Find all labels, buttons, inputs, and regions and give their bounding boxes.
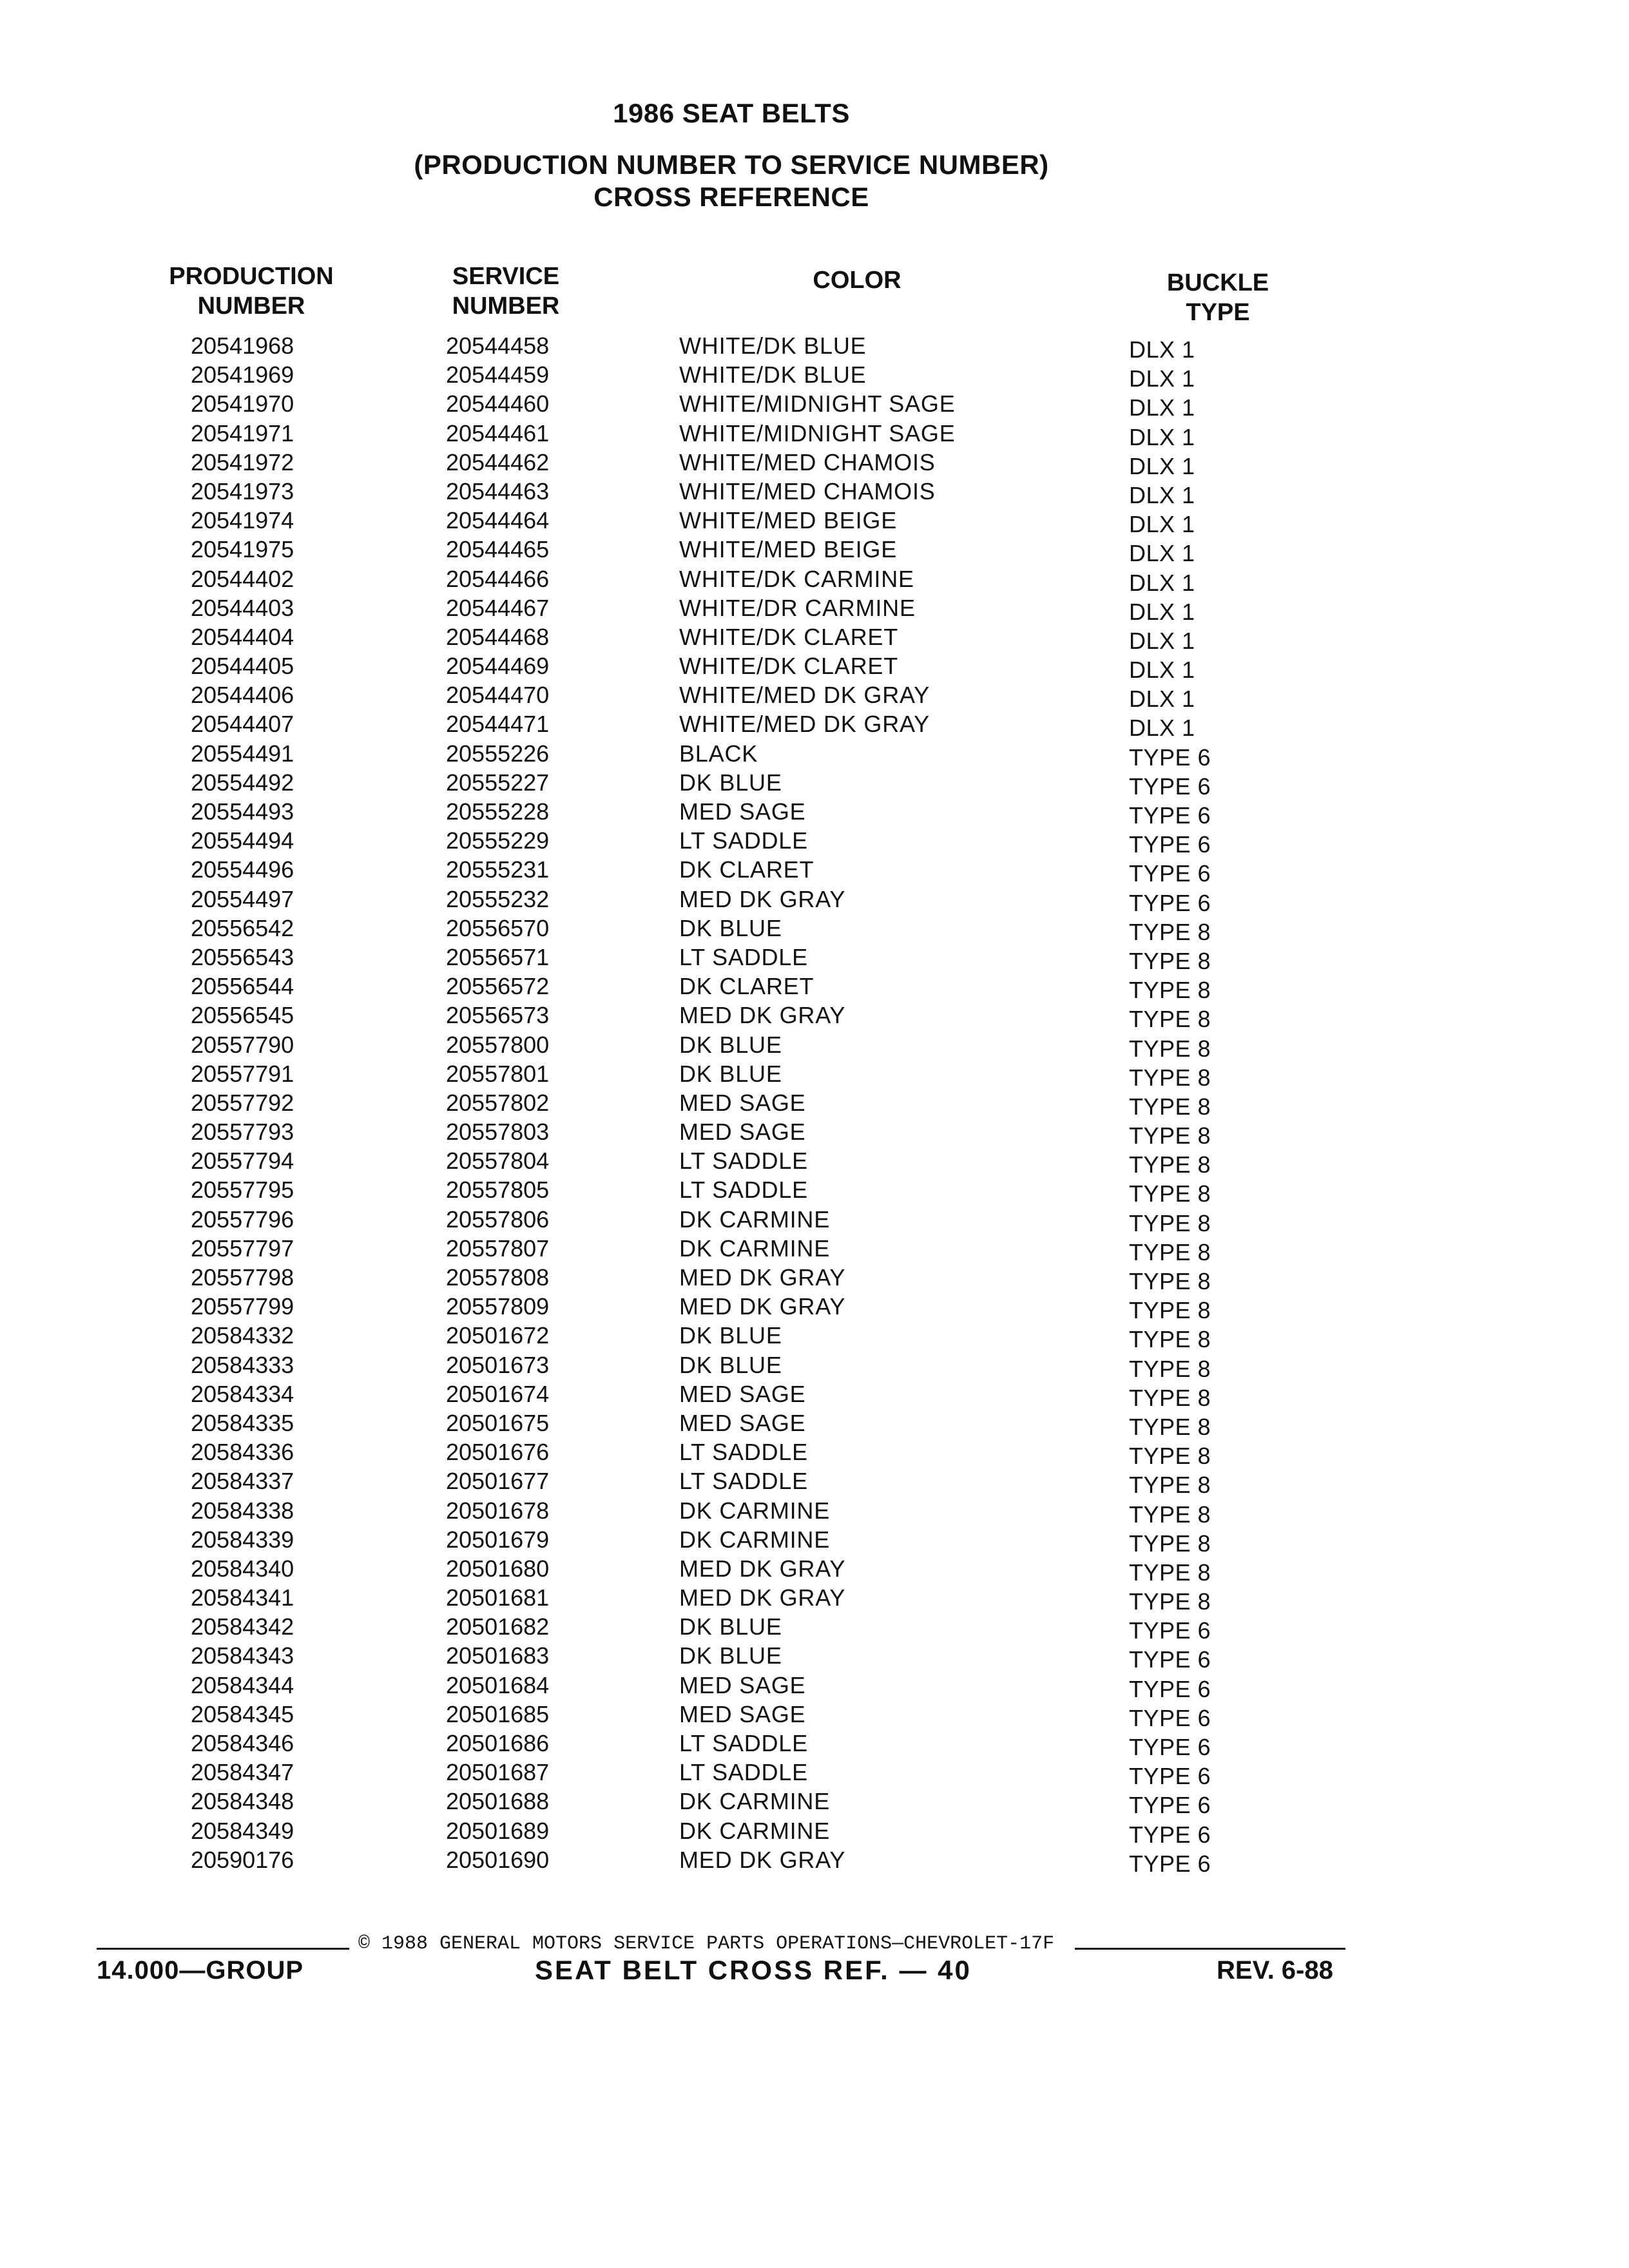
buckle-type-cell: DLX 1 bbox=[1129, 715, 1195, 742]
production-number-cell: 20557795 bbox=[191, 1177, 294, 1204]
color-cell: DK CARMINE bbox=[679, 1235, 831, 1262]
production-number-cell: 20544405 bbox=[191, 653, 294, 680]
column-header-line: NUMBER bbox=[197, 293, 305, 320]
service-number-cell: 20557802 bbox=[446, 1089, 550, 1116]
color-cell: LT SADDLE bbox=[679, 827, 808, 854]
production-number-cell: 20541974 bbox=[191, 507, 294, 534]
color-cell: MED SAGE bbox=[679, 1089, 806, 1116]
production-number-cell: 20554492 bbox=[191, 769, 294, 796]
production-number-cell: 20584338 bbox=[191, 1497, 294, 1524]
buckle-type-cell: DLX 1 bbox=[1129, 627, 1195, 654]
buckle-type-cell: TYPE 8 bbox=[1129, 1413, 1211, 1440]
color-cell: DK CARMINE bbox=[679, 1526, 831, 1553]
service-number-cell: 20557805 bbox=[446, 1177, 550, 1204]
buckle-type-cell: TYPE 8 bbox=[1129, 1501, 1211, 1528]
color-cell: DK BLUE bbox=[679, 1613, 782, 1640]
buckle-type-cell: TYPE 6 bbox=[1129, 773, 1211, 800]
buckle-type-cell: TYPE 8 bbox=[1129, 1268, 1211, 1294]
color-cell: DK BLUE bbox=[679, 1060, 782, 1087]
buckle-type-cell: TYPE 6 bbox=[1129, 1821, 1211, 1848]
production-number-cell: 20541968 bbox=[191, 332, 294, 359]
cross-reference-table bbox=[0, 331, 1629, 1877]
column-header-line: TYPE bbox=[1186, 299, 1250, 326]
table-row bbox=[0, 477, 1629, 506]
copyright-notice: © 1988 GENERAL MOTORS SERVICE PARTS OPERATIONS—CHEVROLET-17F bbox=[358, 1933, 1055, 1955]
production-number-cell: 20557790 bbox=[191, 1031, 294, 1058]
table-row bbox=[0, 1001, 1629, 1033]
table-row bbox=[0, 419, 1629, 448]
color-cell: WHITE/DK BLUE bbox=[679, 361, 867, 389]
production-number-cell: 20556543 bbox=[191, 943, 294, 970]
service-number-cell: 20557804 bbox=[446, 1148, 550, 1175]
table-row bbox=[0, 1816, 1629, 1848]
table-row bbox=[0, 1496, 1629, 1528]
service-number-cell: 20555228 bbox=[446, 798, 550, 825]
buckle-type-cell: DLX 1 bbox=[1129, 423, 1195, 450]
buckle-type-cell: TYPE 8 bbox=[1129, 1355, 1211, 1382]
color-cell: WHITE/MED DK GRAY bbox=[679, 711, 930, 738]
service-number-cell: 20501688 bbox=[446, 1788, 550, 1815]
service-number-cell: 20555229 bbox=[446, 827, 550, 854]
production-number-cell: 20554497 bbox=[191, 885, 294, 912]
buckle-type-cell: TYPE 8 bbox=[1129, 918, 1211, 945]
buckle-type-cell: TYPE 6 bbox=[1129, 744, 1211, 771]
table-row bbox=[0, 622, 1629, 654]
color-cell: DK CARMINE bbox=[679, 1497, 831, 1524]
buckle-type-cell: TYPE 8 bbox=[1129, 1209, 1211, 1236]
service-number-cell: 20557806 bbox=[446, 1206, 550, 1233]
production-number-cell: 20554494 bbox=[191, 827, 294, 854]
color-cell: LT SADDLE bbox=[679, 1759, 808, 1786]
production-number-cell: 20557798 bbox=[191, 1264, 294, 1291]
color-cell: WHITE/DK CARMINE bbox=[679, 565, 914, 592]
production-number-cell: 20541972 bbox=[191, 448, 294, 476]
color-cell: LT SADDLE bbox=[679, 1468, 808, 1495]
production-number-cell: 20556542 bbox=[191, 914, 294, 941]
footer-rule-left bbox=[97, 1948, 349, 1950]
color-cell: DK BLUE bbox=[679, 1351, 782, 1378]
color-cell: DK CLARET bbox=[679, 973, 815, 1000]
table-row bbox=[0, 1758, 1629, 1790]
color-cell: WHITE/MED DK GRAY bbox=[679, 682, 930, 709]
service-number-cell: 20501680 bbox=[446, 1555, 550, 1582]
color-cell: DK BLUE bbox=[679, 769, 782, 796]
color-cell: WHITE/DR CARMINE bbox=[679, 594, 916, 621]
page-subtitle-2: CROSS REFERENCE bbox=[593, 182, 869, 212]
color-cell: MED SAGE bbox=[679, 798, 806, 825]
service-number-cell: 20501681 bbox=[446, 1584, 550, 1611]
service-number-cell: 20556570 bbox=[446, 914, 550, 941]
table-row bbox=[0, 1030, 1629, 1062]
color-cell: WHITE/MED BEIGE bbox=[679, 507, 898, 534]
color-cell: MED DK GRAY bbox=[679, 1584, 846, 1611]
buckle-type-cell: TYPE 8 bbox=[1129, 1238, 1211, 1265]
buckle-type-cell: DLX 1 bbox=[1129, 686, 1195, 713]
table-row bbox=[0, 855, 1629, 887]
color-cell: WHITE/MED BEIGE bbox=[679, 536, 898, 563]
buckle-type-cell: DLX 1 bbox=[1129, 365, 1195, 392]
buckle-type-cell: TYPE 8 bbox=[1129, 1064, 1211, 1091]
buckle-type-cell: DLX 1 bbox=[1129, 481, 1195, 508]
buckle-type-cell: TYPE 6 bbox=[1129, 1675, 1211, 1702]
buckle-type-cell: TYPE 8 bbox=[1129, 947, 1211, 974]
buckle-type-cell: TYPE 6 bbox=[1129, 1792, 1211, 1819]
table-row bbox=[0, 1729, 1629, 1758]
service-number-cell: 20544471 bbox=[446, 711, 550, 738]
buckle-type-cell: TYPE 8 bbox=[1129, 1006, 1211, 1033]
service-number-cell: 20556572 bbox=[446, 973, 550, 1000]
buckle-type-cell: TYPE 8 bbox=[1129, 1472, 1211, 1499]
service-number-cell: 20544467 bbox=[446, 594, 550, 621]
table-row bbox=[0, 826, 1629, 858]
service-number-cell: 20501687 bbox=[446, 1759, 550, 1786]
column-header-color bbox=[760, 265, 954, 295]
service-number-cell: 20555226 bbox=[446, 740, 550, 767]
column-header-buckle-type bbox=[1121, 268, 1315, 327]
buckle-type-cell: DLX 1 bbox=[1129, 394, 1195, 421]
production-number-cell: 20584342 bbox=[191, 1613, 294, 1640]
production-number-cell: 20584346 bbox=[191, 1730, 294, 1756]
production-number-cell: 20541970 bbox=[191, 390, 294, 418]
table-row bbox=[0, 1292, 1629, 1324]
service-number-cell: 20557800 bbox=[446, 1031, 550, 1058]
service-number-cell: 20544459 bbox=[446, 361, 550, 389]
production-number-cell: 20584341 bbox=[191, 1584, 294, 1611]
color-cell: WHITE/DK CLARET bbox=[679, 653, 899, 680]
color-cell: DK CLARET bbox=[679, 856, 815, 883]
production-number-cell: 20557794 bbox=[191, 1148, 294, 1175]
table-row bbox=[0, 768, 1629, 800]
service-number-cell: 20501675 bbox=[446, 1409, 550, 1436]
buckle-type-cell: DLX 1 bbox=[1129, 598, 1195, 625]
table-row bbox=[0, 1117, 1629, 1149]
production-number-cell: 20584339 bbox=[191, 1526, 294, 1553]
table-row bbox=[0, 1525, 1629, 1557]
table-row bbox=[0, 1088, 1629, 1120]
buckle-type-cell: TYPE 8 bbox=[1129, 1326, 1211, 1353]
table-row bbox=[0, 593, 1629, 625]
buckle-type-cell: TYPE 6 bbox=[1129, 831, 1211, 858]
buckle-type-cell: TYPE 8 bbox=[1129, 977, 1211, 1004]
table-row bbox=[0, 943, 1629, 972]
color-cell: MED DK GRAY bbox=[679, 885, 846, 912]
table-row bbox=[0, 651, 1629, 684]
service-number-cell: 20544466 bbox=[446, 565, 550, 592]
color-cell: DK CARMINE bbox=[679, 1206, 831, 1233]
production-number-cell: 20541969 bbox=[191, 361, 294, 389]
buckle-type-cell: TYPE 8 bbox=[1129, 1530, 1211, 1557]
production-number-cell: 20584348 bbox=[191, 1788, 294, 1815]
production-number-cell: 20554491 bbox=[191, 740, 294, 767]
service-number-cell: 20501673 bbox=[446, 1351, 550, 1378]
table-row bbox=[0, 1641, 1629, 1673]
table-row bbox=[0, 535, 1629, 567]
color-cell: WHITE/DK CLARET bbox=[679, 623, 899, 650]
service-number-cell: 20544458 bbox=[446, 332, 550, 359]
production-number-cell: 20557796 bbox=[191, 1206, 294, 1233]
buckle-type-cell: TYPE 6 bbox=[1129, 1763, 1211, 1790]
service-number-cell: 20544469 bbox=[446, 653, 550, 680]
service-number-cell: 20557801 bbox=[446, 1060, 550, 1087]
table-row bbox=[0, 1845, 1629, 1877]
buckle-type-cell: TYPE 8 bbox=[1129, 1384, 1211, 1411]
production-number-cell: 20584336 bbox=[191, 1439, 294, 1466]
service-number-cell: 20544470 bbox=[446, 682, 550, 709]
color-cell: LT SADDLE bbox=[679, 1177, 808, 1204]
production-number-cell: 20584332 bbox=[191, 1322, 294, 1349]
table-row bbox=[0, 1437, 1629, 1470]
color-cell: LT SADDLE bbox=[679, 1148, 808, 1175]
buckle-type-cell: TYPE 6 bbox=[1129, 889, 1211, 916]
color-cell: WHITE/DK BLUE bbox=[679, 332, 867, 359]
buckle-type-cell: TYPE 8 bbox=[1129, 1122, 1211, 1149]
table-row bbox=[0, 1700, 1629, 1729]
service-number-cell: 20557808 bbox=[446, 1264, 550, 1291]
service-number-cell: 20501678 bbox=[446, 1497, 550, 1524]
production-number-cell: 20557793 bbox=[191, 1119, 294, 1146]
color-cell: DK BLUE bbox=[679, 1322, 782, 1349]
buckle-type-cell: TYPE 8 bbox=[1129, 1297, 1211, 1324]
service-number-cell: 20557809 bbox=[446, 1293, 550, 1320]
buckle-type-cell: DLX 1 bbox=[1129, 511, 1195, 538]
color-cell: LT SADDLE bbox=[679, 1439, 808, 1466]
service-number-cell: 20555232 bbox=[446, 885, 550, 912]
buckle-type-cell: DLX 1 bbox=[1129, 657, 1195, 684]
buckle-type-cell: TYPE 8 bbox=[1129, 1180, 1211, 1207]
production-number-cell: 20590176 bbox=[191, 1846, 294, 1873]
page-subtitle: (PRODUCTION NUMBER TO SERVICE NUMBER) bbox=[414, 149, 1049, 180]
buckle-type-cell: TYPE 6 bbox=[1129, 1646, 1211, 1673]
production-number-cell: 20544406 bbox=[191, 682, 294, 709]
table-row bbox=[0, 797, 1629, 829]
table-row bbox=[0, 709, 1629, 742]
column-header-line: SERVICE bbox=[452, 263, 560, 290]
service-number-cell: 20501690 bbox=[446, 1846, 550, 1873]
color-cell: WHITE/MIDNIGHT SAGE bbox=[679, 390, 956, 418]
production-number-cell: 20584344 bbox=[191, 1671, 294, 1698]
service-number-cell: 20501682 bbox=[446, 1613, 550, 1640]
production-number-cell: 20584349 bbox=[191, 1817, 294, 1844]
service-number-cell: 20501689 bbox=[446, 1817, 550, 1844]
color-cell: MED DK GRAY bbox=[679, 1264, 846, 1291]
buckle-type-cell: TYPE 6 bbox=[1129, 802, 1211, 829]
color-cell: MED SAGE bbox=[679, 1700, 806, 1727]
production-number-cell: 20541975 bbox=[191, 536, 294, 563]
table-row bbox=[0, 739, 1629, 771]
production-number-cell: 20584345 bbox=[191, 1700, 294, 1727]
production-number-cell: 20584337 bbox=[191, 1468, 294, 1495]
buckle-type-cell: TYPE 6 bbox=[1129, 1617, 1211, 1644]
production-number-cell: 20544403 bbox=[191, 594, 294, 621]
column-header-line: COLOR bbox=[813, 267, 901, 294]
table-row bbox=[0, 914, 1629, 943]
color-cell: DK CARMINE bbox=[679, 1817, 831, 1844]
production-number-cell: 20584333 bbox=[191, 1351, 294, 1378]
table-row bbox=[0, 1787, 1629, 1819]
service-number-cell: 20501677 bbox=[446, 1468, 550, 1495]
production-number-cell: 20554496 bbox=[191, 856, 294, 883]
buckle-type-cell: TYPE 6 bbox=[1129, 1704, 1211, 1731]
column-header-service-number bbox=[412, 262, 599, 321]
service-number-cell: 20501679 bbox=[446, 1526, 550, 1553]
table-row bbox=[0, 389, 1629, 421]
table-row bbox=[0, 1612, 1629, 1644]
buckle-type-cell: TYPE 8 bbox=[1129, 1151, 1211, 1178]
color-cell: MED DK GRAY bbox=[679, 1846, 846, 1873]
service-number-cell: 20501672 bbox=[446, 1322, 550, 1349]
service-number-cell: 20555231 bbox=[446, 856, 550, 883]
revision-label: REV. 6-88 bbox=[1217, 1956, 1333, 1984]
table-row bbox=[0, 680, 1629, 713]
production-number-cell: 20584347 bbox=[191, 1759, 294, 1786]
group-number: 14.000—GROUP bbox=[97, 1956, 304, 1984]
buckle-type-cell: TYPE 8 bbox=[1129, 1588, 1211, 1615]
service-number-cell: 20556571 bbox=[446, 943, 550, 970]
service-number-cell: 20501674 bbox=[446, 1380, 550, 1407]
service-number-cell: 20557807 bbox=[446, 1235, 550, 1262]
service-number-cell: 20501686 bbox=[446, 1730, 550, 1756]
production-number-cell: 20584334 bbox=[191, 1380, 294, 1407]
production-number-cell: 20557797 bbox=[191, 1235, 294, 1262]
service-number-cell: 20501684 bbox=[446, 1671, 550, 1698]
service-number-cell: 20544461 bbox=[446, 419, 550, 447]
color-cell: MED SAGE bbox=[679, 1380, 806, 1407]
color-cell: BLACK bbox=[679, 740, 758, 767]
color-cell: DK BLUE bbox=[679, 1642, 782, 1669]
table-row bbox=[0, 1379, 1629, 1411]
buckle-type-cell: TYPE 6 bbox=[1129, 1850, 1211, 1877]
table-row bbox=[0, 1175, 1629, 1207]
color-cell: WHITE/MED CHAMOIS bbox=[679, 477, 936, 505]
color-cell: LT SADDLE bbox=[679, 943, 808, 970]
service-number-cell: 20555227 bbox=[446, 769, 550, 796]
table-row bbox=[0, 1205, 1629, 1234]
table-row bbox=[0, 1350, 1629, 1382]
table-row bbox=[0, 1671, 1629, 1700]
production-number-cell: 20544404 bbox=[191, 623, 294, 650]
color-cell: WHITE/MED CHAMOIS bbox=[679, 448, 936, 476]
production-number-cell: 20584343 bbox=[191, 1642, 294, 1669]
service-number-cell: 20544462 bbox=[446, 448, 550, 476]
color-cell: MED SAGE bbox=[679, 1671, 806, 1698]
color-cell: MED DK GRAY bbox=[679, 1002, 846, 1029]
buckle-type-cell: DLX 1 bbox=[1129, 336, 1195, 363]
color-cell: MED SAGE bbox=[679, 1119, 806, 1146]
table-row bbox=[0, 1059, 1629, 1091]
buckle-type-cell: TYPE 6 bbox=[1129, 1734, 1211, 1760]
service-number-cell: 20556573 bbox=[446, 1002, 550, 1029]
table-row bbox=[0, 1408, 1629, 1440]
color-cell: MED DK GRAY bbox=[679, 1293, 846, 1320]
section-page-label: SEAT BELT CROSS REF. — 40 bbox=[535, 1955, 972, 1985]
table-row bbox=[0, 564, 1629, 596]
color-cell: DK BLUE bbox=[679, 1031, 782, 1058]
buckle-type-cell: DLX 1 bbox=[1129, 452, 1195, 479]
buckle-type-cell: TYPE 6 bbox=[1129, 860, 1211, 887]
production-number-cell: 20554493 bbox=[191, 798, 294, 825]
production-number-cell: 20541971 bbox=[191, 419, 294, 447]
service-number-cell: 20501685 bbox=[446, 1700, 550, 1727]
table-row bbox=[0, 972, 1629, 1004]
color-cell: MED SAGE bbox=[679, 1409, 806, 1436]
table-row bbox=[0, 1466, 1629, 1499]
color-cell: LT SADDLE bbox=[679, 1730, 808, 1756]
production-number-cell: 20584335 bbox=[191, 1409, 294, 1436]
production-number-cell: 20584340 bbox=[191, 1555, 294, 1582]
color-cell: DK BLUE bbox=[679, 914, 782, 941]
service-number-cell: 20544460 bbox=[446, 390, 550, 418]
column-header-production-number bbox=[148, 262, 354, 321]
production-number-cell: 20556544 bbox=[191, 973, 294, 1000]
production-number-cell: 20556545 bbox=[191, 1002, 294, 1029]
column-header-line: NUMBER bbox=[452, 293, 560, 320]
production-number-cell: 20544407 bbox=[191, 711, 294, 738]
production-number-cell: 20557792 bbox=[191, 1089, 294, 1116]
column-header-line: PRODUCTION bbox=[169, 263, 334, 290]
buckle-type-cell: DLX 1 bbox=[1129, 540, 1195, 567]
service-number-cell: 20544465 bbox=[446, 536, 550, 563]
color-cell: MED DK GRAY bbox=[679, 1555, 846, 1582]
buckle-type-cell: TYPE 8 bbox=[1129, 1035, 1211, 1062]
table-row bbox=[0, 1321, 1629, 1353]
table-row bbox=[0, 885, 1629, 914]
service-number-cell: 20544468 bbox=[446, 623, 550, 650]
page-title: 1986 SEAT BELTS bbox=[613, 98, 850, 128]
production-number-cell: 20557791 bbox=[191, 1060, 294, 1087]
table-row bbox=[0, 1146, 1629, 1178]
service-number-cell: 20501683 bbox=[446, 1642, 550, 1669]
color-cell: DK CARMINE bbox=[679, 1788, 831, 1815]
column-header-line: BUCKLE bbox=[1166, 269, 1269, 296]
service-number-cell: 20544464 bbox=[446, 507, 550, 534]
buckle-type-cell: TYPE 8 bbox=[1129, 1559, 1211, 1586]
footer-rule-right bbox=[1075, 1948, 1345, 1950]
buckle-type-cell: DLX 1 bbox=[1129, 569, 1195, 596]
table-row bbox=[0, 1583, 1629, 1615]
service-number-cell: 20501676 bbox=[446, 1439, 550, 1466]
service-number-cell: 20557803 bbox=[446, 1119, 550, 1146]
table-row bbox=[0, 360, 1629, 392]
production-number-cell: 20557799 bbox=[191, 1293, 294, 1320]
table-row bbox=[0, 331, 1629, 363]
buckle-type-cell: TYPE 8 bbox=[1129, 1093, 1211, 1120]
table-row bbox=[0, 1234, 1629, 1263]
production-number-cell: 20541973 bbox=[191, 477, 294, 505]
service-number-cell: 20544463 bbox=[446, 477, 550, 505]
production-number-cell: 20544402 bbox=[191, 565, 294, 592]
buckle-type-cell: TYPE 8 bbox=[1129, 1443, 1211, 1470]
table-row bbox=[0, 448, 1629, 477]
color-cell: WHITE/MIDNIGHT SAGE bbox=[679, 419, 956, 447]
table-row bbox=[0, 506, 1629, 538]
table-row bbox=[0, 1554, 1629, 1586]
table-row bbox=[0, 1263, 1629, 1292]
